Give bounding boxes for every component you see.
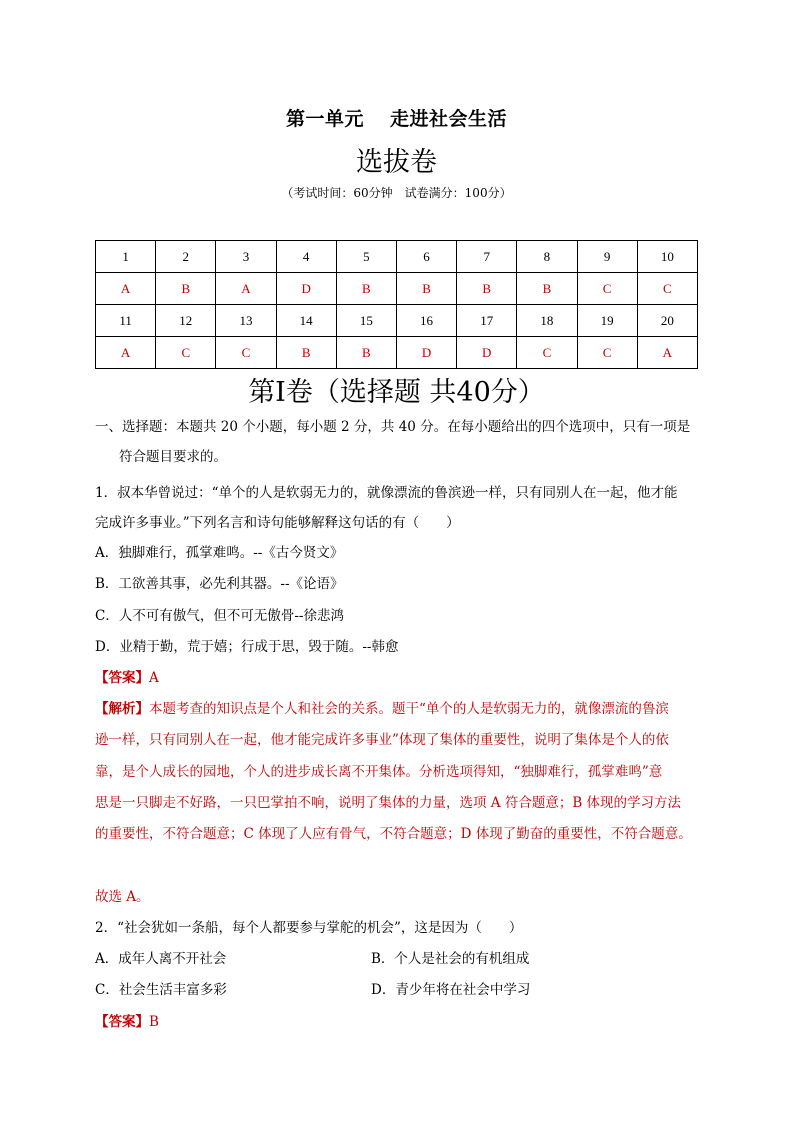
table-cell: 20 xyxy=(637,305,697,337)
q1-option-a: A．独脚难行，孤掌难鸣。--《古今贤文》 xyxy=(95,545,344,561)
answer-cell: A xyxy=(96,337,156,369)
table-cell: 6 xyxy=(396,241,456,273)
answer-cell: C xyxy=(517,337,577,369)
table-cell: 7 xyxy=(457,241,517,273)
answer-value: A xyxy=(149,670,159,686)
answer-cell: D xyxy=(276,273,336,305)
q1-analysis-line-3: 靠，是个人成长的园地，个人的进步成长离不开集体。分析选项得知，“独脚难行，孤掌难鸣”意 xyxy=(95,764,663,780)
q2-option-d: D．青少年将在社会中学习 xyxy=(371,982,531,998)
q1-stem-line-1: 1．叔本华曾说过：“单个的人是软弱无力的，就像漂流的鲁滨逊一样，只有同别人在一起，他才能 xyxy=(95,485,678,501)
q1-analysis-line-4: 思是一只脚走不好路，一只巴掌拍不响，说明了集体的力量，选项 A 符合题意；B 体现的学习方法 xyxy=(95,795,682,811)
exam-info: （考试时间：60分钟 试卷满分：100分） xyxy=(281,186,512,200)
unit-title xyxy=(0,104,793,131)
q2-option-a: A．成年人离不开社会 xyxy=(95,951,227,967)
table-cell: 12 xyxy=(156,305,216,337)
table-cell: 16 xyxy=(396,305,456,337)
q1-answer xyxy=(95,666,159,686)
table-cell: 15 xyxy=(336,305,396,337)
answer-row-1 xyxy=(96,273,698,305)
instruction-line-2: 符合题目要求的。 xyxy=(119,449,227,465)
table-cell: 1 xyxy=(96,241,156,273)
answer-cell: D xyxy=(396,337,456,369)
answer-cell: C xyxy=(577,273,637,305)
answer-cell: B xyxy=(156,273,216,305)
table-cell: 19 xyxy=(577,305,637,337)
answer-cell: C xyxy=(156,337,216,369)
analysis-text: 本题考查的知识点是个人和社会的关系。题干“单个的人是软弱无力的，就像漂流的鲁滨 xyxy=(149,701,669,717)
answer-table xyxy=(95,240,698,369)
instruction-line-1: 一、选择题：本题共 20 个小题，每小题 2 分，共 40 分。在每小题给出的四个选项中，只有一项是 xyxy=(95,419,691,435)
section-title: 第Ⅰ卷（选择题 共40分） xyxy=(248,377,545,408)
table-cell: 17 xyxy=(457,305,517,337)
table-cell: 11 xyxy=(96,305,156,337)
table-cell: 13 xyxy=(216,305,276,337)
table-cell: 3 xyxy=(216,241,276,273)
answer-label: 【答案】 xyxy=(95,1014,149,1030)
answer-cell: B xyxy=(336,337,396,369)
q1-option-c: C．人不可有傲气，但不可无傲骨--徐悲鸿 xyxy=(95,608,344,624)
table-cell: 9 xyxy=(577,241,637,273)
answer-value: B xyxy=(149,1014,159,1030)
q2-option-b: B．个人是社会的有机组成 xyxy=(371,951,530,967)
q1-option-b: B．工欲善其事，必先利其器。--《论语》 xyxy=(95,576,344,592)
unit-label: 第一单元 xyxy=(285,108,364,130)
answer-cell: C xyxy=(577,337,637,369)
answer-cell: B xyxy=(396,273,456,305)
table-cell: 2 xyxy=(156,241,216,273)
table-cell: 5 xyxy=(336,241,396,273)
q2-answer xyxy=(95,1010,159,1030)
q1-analysis-line-2: 逊一样，只有同别人在一起，他才能完成许多事业”体现了集体的重要性，说明了集体是个人的依 xyxy=(95,732,669,748)
number-row-1 xyxy=(96,241,698,273)
table-cell: 14 xyxy=(276,305,336,337)
q1-conclusion: 故选 A。 xyxy=(95,889,150,905)
answer-cell: B xyxy=(336,273,396,305)
table-cell: 4 xyxy=(276,241,336,273)
q1-stem-line-2: 完成许多事业。”下列名言和诗句能够解释这句话的有（ ） xyxy=(95,515,460,531)
number-row-2 xyxy=(96,305,698,337)
answer-label: 【答案】 xyxy=(95,670,149,686)
answer-cell: A xyxy=(96,273,156,305)
answer-cell: D xyxy=(457,337,517,369)
unit-name: 走进社会生活 xyxy=(390,108,508,130)
q1-analysis-line-1 xyxy=(95,697,669,717)
answer-cell: B xyxy=(457,273,517,305)
table-cell: 18 xyxy=(517,305,577,337)
answer-cell: B xyxy=(276,337,336,369)
q1-analysis-line-5: 的重要性，不符合题意；C 体现了人应有骨气，不符合题意；D 体现了勤奋的重要性，不符合题意。 xyxy=(95,826,692,842)
analysis-label: 【解析】 xyxy=(95,701,149,717)
q1-option-d: D．业精于勤，荒于嬉；行成于思，毁于随。--韩愈 xyxy=(95,639,399,655)
q2-option-c: C．社会生活丰富多彩 xyxy=(95,982,227,998)
table-cell: 8 xyxy=(517,241,577,273)
answer-row-2 xyxy=(96,337,698,369)
paper-title: 选拔卷 xyxy=(356,147,437,178)
q2-stem: 2．“社会犹如一条船，每个人都要参与掌舵的机会”，这是因为（ ） xyxy=(95,920,523,936)
table-cell: 10 xyxy=(637,241,697,273)
answer-cell: C xyxy=(216,337,276,369)
answer-cell: A xyxy=(216,273,276,305)
answer-cell: B xyxy=(517,273,577,305)
answer-cell: A xyxy=(637,337,697,369)
answer-cell: C xyxy=(637,273,697,305)
